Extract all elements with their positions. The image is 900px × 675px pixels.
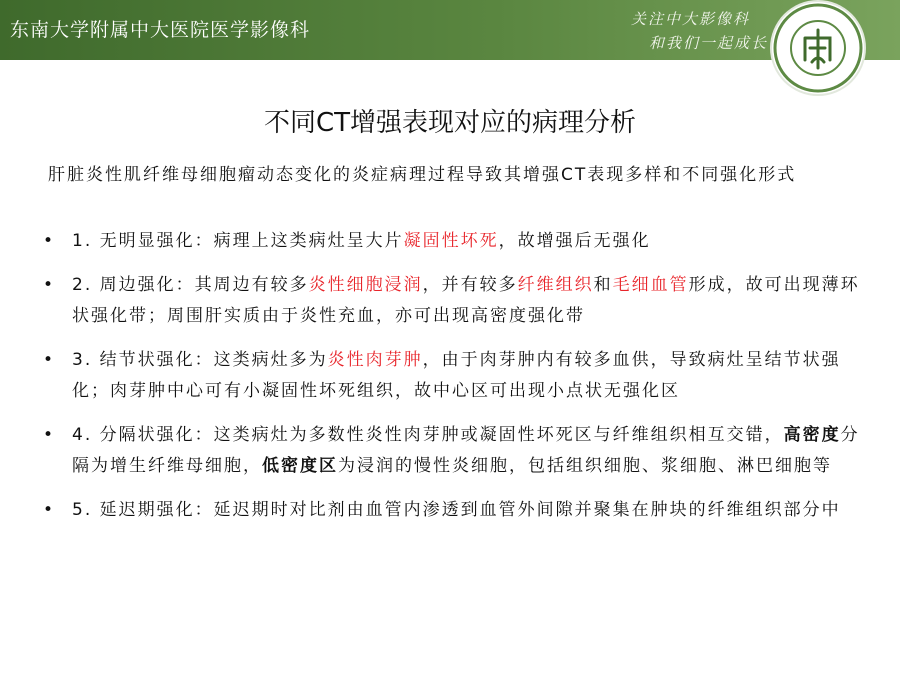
highlight-term: 纤维组织 <box>517 275 594 295</box>
list-item <box>40 270 860 332</box>
point-text: 5. 延迟期强化：延迟期时对比剂由血管内渗透到血管外间隙并聚集在肿块的纤维组织部分中 <box>72 500 841 520</box>
slogan-line-1: 关注中大影像科 <box>630 10 750 28</box>
highlight-term: 炎性细胞浸润 <box>308 275 423 295</box>
point-text: 1. 无明显强化：病理上这类病灶呈大片 <box>72 231 404 251</box>
list-item <box>40 226 860 257</box>
hospital-seal-icon <box>772 2 864 94</box>
point-text: 3. 结节状强化：这类病灶多为 <box>72 350 328 370</box>
bullet-icon: • <box>43 425 56 445</box>
point-text: 2. 周边强化：其周边有较多 <box>72 275 309 295</box>
point-text: 4. 分隔状强化：这类病灶为多数性炎性肉芽肿或凝固性坏死区与纤维组织相互交错， <box>72 425 784 445</box>
slogan-line-2: 和我们一起成长 <box>648 34 768 52</box>
highlight-term: 炎性肉芽肿 <box>327 350 423 370</box>
intro-paragraph: 肝脏炎性肌纤维母细胞瘤动态变化的炎症病理过程导致其增强CT表现多样和不同强化形式 <box>48 165 797 185</box>
point-text: 形成，故可出现薄环状强化带；周围肝实质由于炎性充血，亦可出现高密度强化带 <box>72 275 860 326</box>
point-text: 为浸润的慢性炎细胞，包括组织细胞、浆细胞、淋巴细胞等 <box>338 456 832 476</box>
highlight-term: 毛细血管 <box>612 275 689 295</box>
list-item <box>40 345 860 407</box>
highlight-term: 凝固性坏死 <box>403 231 499 251</box>
bullet-icon: • <box>43 231 56 251</box>
bullet-icon: • <box>43 500 56 520</box>
bold-term: 高密度 <box>783 425 841 445</box>
point-text: 分隔为增生纤维母细胞， <box>72 425 860 476</box>
department-title: 东南大学附属中大医院医学影像科 <box>10 19 311 41</box>
bold-term: 低密度区 <box>262 456 338 476</box>
bullet-icon: • <box>43 275 56 295</box>
header-bar <box>0 0 900 60</box>
list-item <box>40 495 860 526</box>
hospital-logo <box>772 2 864 94</box>
slide-title: 不同CT增强表现对应的病理分析 <box>263 108 637 138</box>
point-text: ，故增强后无强化 <box>498 231 651 251</box>
bullet-icon: • <box>43 350 56 370</box>
point-text: ，由于肉芽肿内有较多血供，导致病灶呈结节状强化；肉芽肿中心可有小凝固性坏死组织，故中心区可出现小点状无强化区 <box>72 350 841 401</box>
point-text: ，并有较多 <box>422 275 518 295</box>
list-item <box>40 420 860 482</box>
point-text: 和 <box>593 275 613 295</box>
bullet-list <box>40 226 860 539</box>
